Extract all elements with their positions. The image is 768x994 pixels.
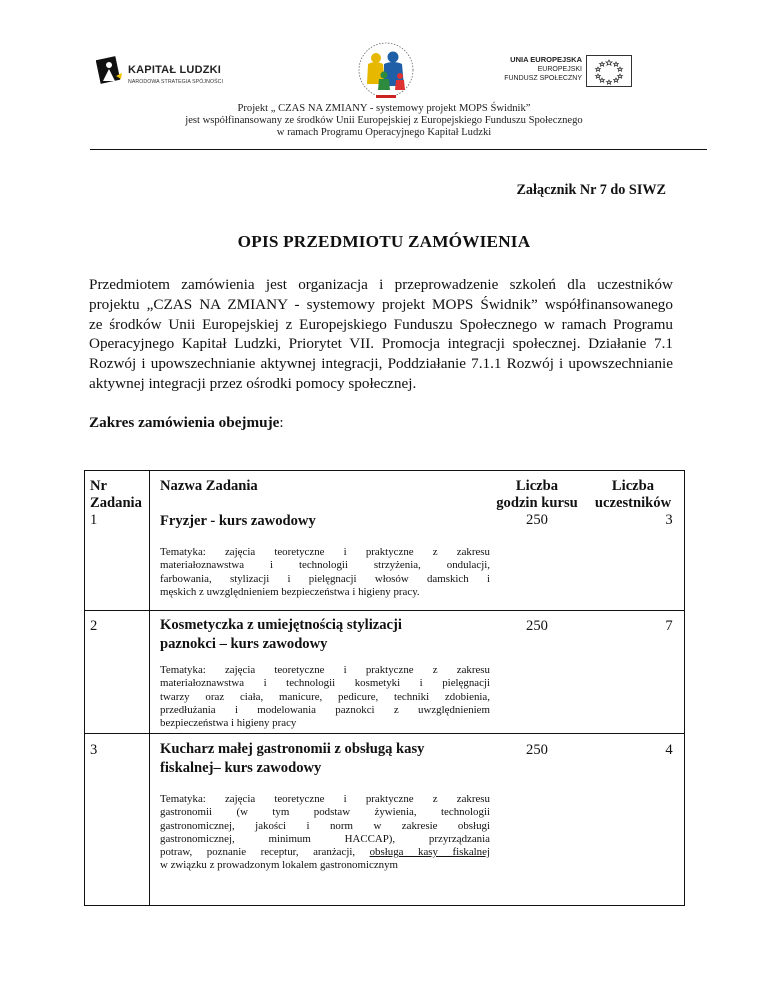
intro-line: aktywnej integracji przez ośrodki pomocy społecznej. — [89, 374, 417, 392]
kapital-ludzki-logo — [96, 52, 226, 92]
scope-colon: : — [279, 414, 284, 431]
table-border — [84, 470, 685, 471]
header-divider — [90, 149, 707, 150]
scope-heading — [89, 414, 284, 432]
row3-participants: 4 — [665, 742, 673, 758]
intro-paragraph — [89, 275, 673, 394]
intro-line: Operacyjnego Kapitał Ludzki, Priorytet VII. Promocja integracji społecznej. Działanie 7.1 — [89, 335, 673, 353]
row2-hours: 250 — [526, 618, 548, 634]
page-title: OPIS PRZEDMIOTU ZAMÓWIENIA — [237, 232, 531, 251]
kapital-ludzki-emblem-icon — [96, 54, 124, 88]
underlined-cash-register: obsługa kasy fiskalnej — [369, 846, 490, 859]
row2-participants: 7 — [665, 618, 673, 634]
row2-nr: 2 — [90, 618, 98, 634]
eu-logo-line1: UNIA EUROPEJSKA — [510, 55, 582, 64]
row3-name: Kucharz małej gastronomii z obsługą kasy fiskalnej– kurs zawodowy — [160, 741, 425, 776]
tasks-table — [84, 470, 685, 906]
attachment-label: Załącznik Nr 7 do SIWZ — [516, 182, 666, 198]
project-line-3: w ramach Programu Operacyjnego Kapitał Ludzki — [276, 127, 492, 138]
kapital-ludzki-subtitle: NARODOWA STRATEGIA SPÓJNOŚCI — [128, 79, 224, 85]
mops-family-emblem-icon — [354, 40, 418, 106]
row1-hours: 250 — [526, 512, 548, 528]
row3-nr: 3 — [90, 742, 98, 758]
project-line-2: jest współfinansowany ze środków Unii Europejskiej z Europejskiego Funduszu Społecznego — [185, 115, 583, 126]
row1-nr: 1 — [90, 512, 98, 528]
row2-name: Kosmetyczka z umiejętnością stylizacji paznokci – kurs zawodowy — [160, 617, 402, 652]
eu-fund-logo — [492, 55, 632, 97]
row3-description: Tematyka: zajęcia teoretyczne i praktyczne z zakresu gastronomii (w tym podstaw żywienia, technologii gastronomicznej, jakości i norm w zakresie obsługi gastronomicznej, minimum HACCAP), przyrządzania potraw, poznanie receptur, aranżacji, obsługa kasy fiskalnej w związku z prowadzonym lokalem gastronomicznym — [160, 793, 490, 872]
eu-flag-icon — [586, 55, 632, 87]
eu-logo-line2: EUROPEJSKI — [537, 65, 582, 73]
table-border — [84, 470, 85, 906]
intro-line: projektu „CZAS NA ZMIANY - systemowy projekt MOPS Świdnik” współfinansowanego — [89, 295, 673, 313]
table-border — [684, 470, 685, 906]
kapital-ludzki-title: KAPITAŁ LUDZKI — [128, 64, 222, 76]
intro-line: ze środków Unii Europejskiej z Europejskiego Funduszu Społecznego w ramach Programu — [89, 315, 673, 333]
header-name: Nazwa Zadania — [160, 478, 258, 494]
table-border — [84, 733, 685, 734]
mops-swidnik-logo — [354, 40, 418, 106]
intro-line: Rozwój i upowszechnianie aktywnej integracji, Poddziałanie 7.1.1 Rozwój i upowszechnianie — [89, 355, 673, 373]
header-hours: Liczba godzin kursu — [496, 478, 578, 511]
header-nr: Nr Zadania — [90, 478, 142, 511]
table-border — [84, 905, 685, 906]
header-participants: Liczba uczestników — [594, 478, 672, 511]
row2-description: Tematyka: zajęcia teoretyczne i praktyczne z zakresu materiałoznawstwa i technologii kosmetyki i pielęgnacji twarzy oraz ciała, manicure, pedicure, techniki zdobienia, przedłużania i modelowania paznokci z uwzględnieniem bezpieczeństwa i higieny pracy — [160, 664, 490, 730]
row1-description: Tematyka: zajęcia teoretyczne i praktyczne z zakresu materiałoznawstwa i technologii strzyżenia, ondulacji, farbowania, stylizacji i pielęgnacji włosów damskich i męskich z uwzględnieniem bezpieczeństwa i higieny pracy. — [160, 546, 490, 598]
eu-logo-line3: FUNDUSZ SPOŁECZNY — [504, 75, 582, 82]
intro-line: Przedmiotem zamówienia jest organizacja i przeprowadzenie szkoleń dla uczestników — [89, 276, 673, 293]
table-border — [84, 610, 685, 611]
row1-participants: 3 — [665, 512, 673, 528]
row1-name: Fryzjer - kurs zawodowy — [160, 513, 316, 529]
scope-label: Zakres zamówienia obejmuje — [89, 414, 280, 431]
row3-hours: 250 — [526, 742, 548, 758]
table-border — [149, 470, 150, 906]
project-line-1: Projekt „ CZAS NA ZMIANY - systemowy projekt MOPS Świdnik” — [237, 103, 531, 114]
